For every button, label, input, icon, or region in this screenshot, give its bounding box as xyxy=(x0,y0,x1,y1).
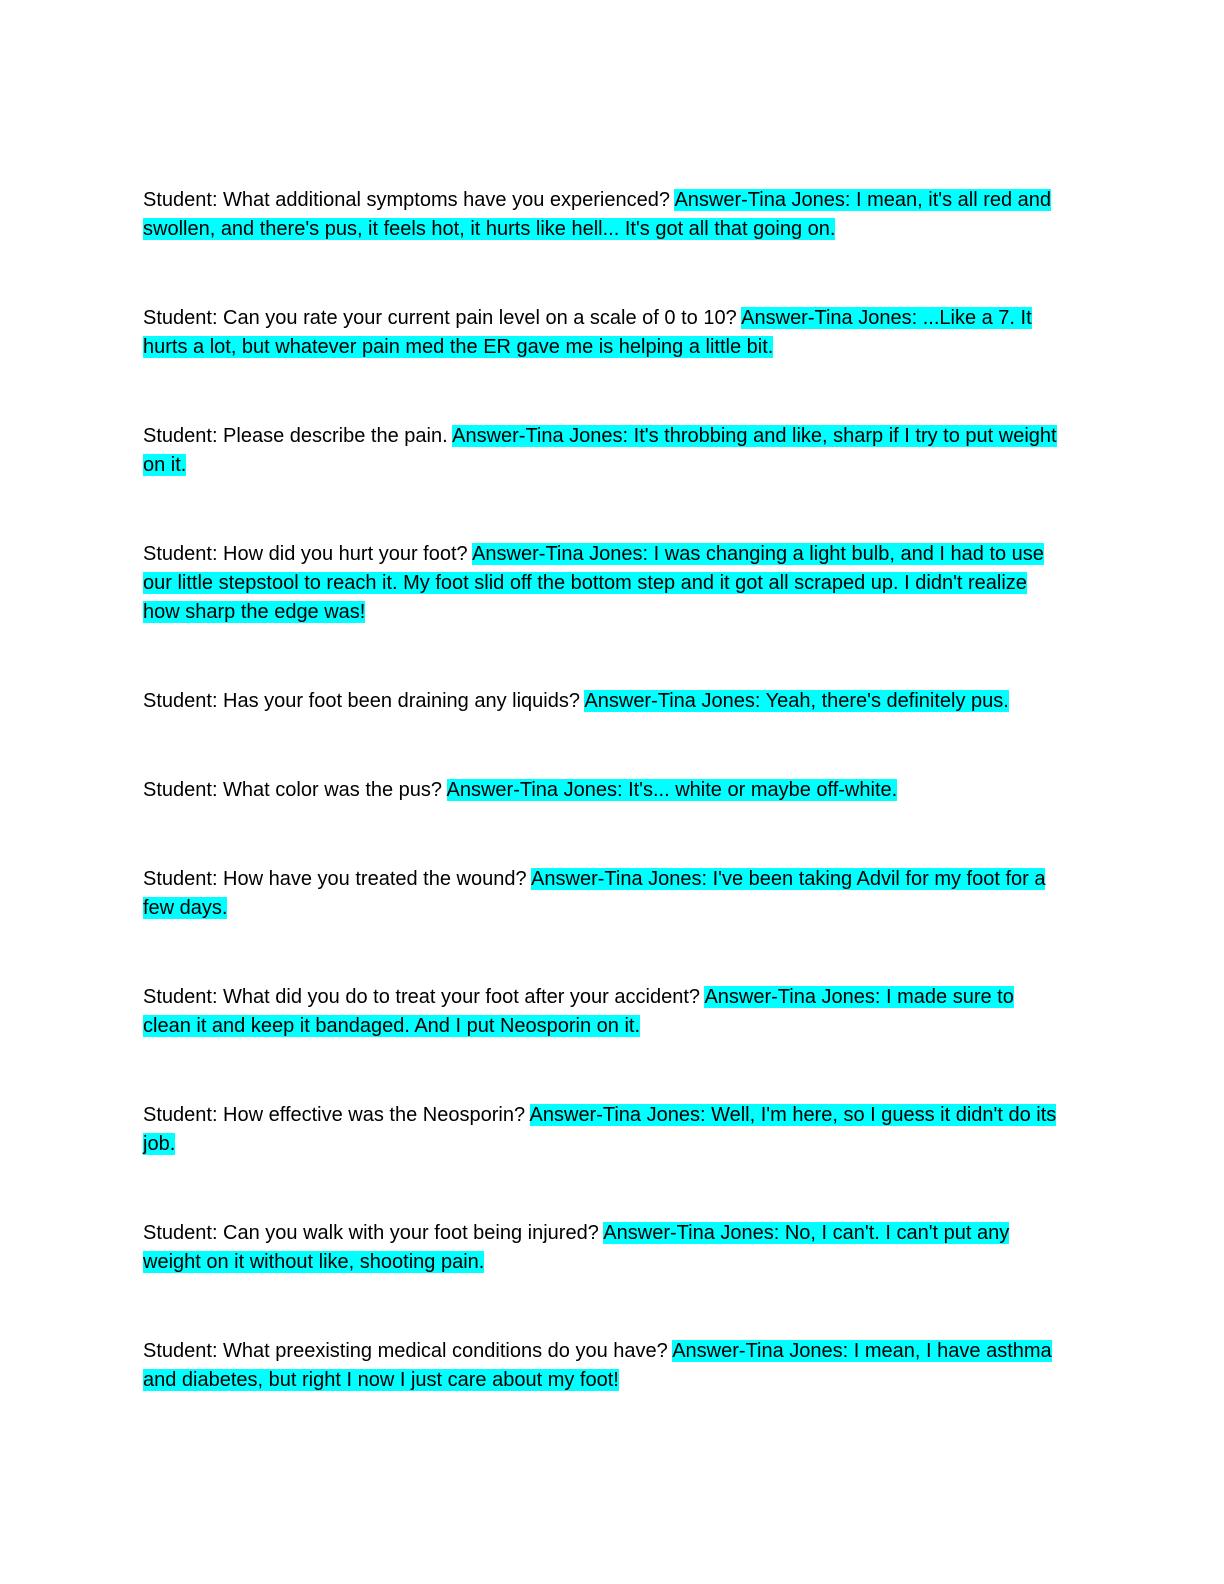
student-question: Student: How have you treated the wound? xyxy=(143,868,532,890)
student-question: Student: What did you do to treat your foot after your accident? xyxy=(143,986,705,1008)
highlighted-answer: Answer-Tina Jones: I mean, I have asthma and diabetes, but right I now I just care about my foot! xyxy=(143,1340,1052,1391)
qa-paragraph-11 xyxy=(143,1337,1063,1395)
highlighted-answer: Answer-Tina Jones: Well, I'm here, so I guess it didn't do its job. xyxy=(143,1104,1057,1155)
qa-paragraph-3 xyxy=(143,422,1063,480)
qa-paragraph-10 xyxy=(143,1219,1063,1277)
qa-paragraph-7 xyxy=(143,865,1063,923)
qa-paragraph-1 xyxy=(143,186,1063,244)
student-question: Student: How did you hurt your foot? xyxy=(143,543,473,565)
highlighted-answer: Answer-Tina Jones: It's... white or maybe off-white. xyxy=(446,779,898,801)
highlighted-answer: Answer-Tina Jones: ...Like a 7. It hurts a lot, but whatever pain med the ER gave me is helping a little bit. xyxy=(143,307,1032,358)
highlighted-answer: Answer-Tina Jones: It's throbbing and like, sharp if I try to put weight on it. xyxy=(143,425,1057,476)
qa-paragraph-6 xyxy=(143,776,1063,805)
qa-paragraph-4 xyxy=(143,540,1063,627)
student-question: Student: Please describe the pain. xyxy=(143,425,453,447)
qa-paragraph-8 xyxy=(143,983,1063,1041)
qa-paragraph-9 xyxy=(143,1101,1063,1159)
qa-paragraph-5 xyxy=(143,687,1063,716)
highlighted-answer: Answer-Tina Jones: I made sure to clean it and keep it bandaged. And I put Neosporin on it. xyxy=(143,986,1014,1037)
highlighted-answer: Answer-Tina Jones: I mean, it's all red and swollen, and there's pus, it feels hot, it hurts like hell... It's got all that going on. xyxy=(143,189,1052,240)
qa-paragraph-2 xyxy=(143,304,1063,362)
student-question: Student: Can you walk with your foot being injured? xyxy=(143,1222,604,1244)
highlighted-answer: Answer-Tina Jones: No, I can't. I can't put any weight on it without like, shooting pain. xyxy=(143,1222,1010,1273)
highlighted-answer: Answer-Tina Jones: I was changing a light bulb, and I had to use our little stepstool to reach it. My foot slid off the bottom step and it got all scraped up. I didn't realize how sharp the edge was! xyxy=(143,543,1044,623)
student-question: Student: Can you rate your current pain level on a scale of 0 to 10? xyxy=(143,307,742,329)
highlighted-answer: Answer-Tina Jones: Yeah, there's definitely pus. xyxy=(584,690,1009,712)
highlighted-answer: Answer-Tina Jones: I've been taking Advil for my foot for a few days. xyxy=(143,868,1046,919)
document-body xyxy=(143,186,1063,1455)
student-question: Student: What color was the pus? xyxy=(143,779,447,801)
student-question: Student: Has your foot been draining any liquids? xyxy=(143,690,585,712)
student-question: Student: What preexisting medical conditions do you have? xyxy=(143,1340,673,1362)
student-question: Student: How effective was the Neosporin? xyxy=(143,1104,530,1126)
student-question: Student: What additional symptoms have you experienced? xyxy=(143,189,675,211)
